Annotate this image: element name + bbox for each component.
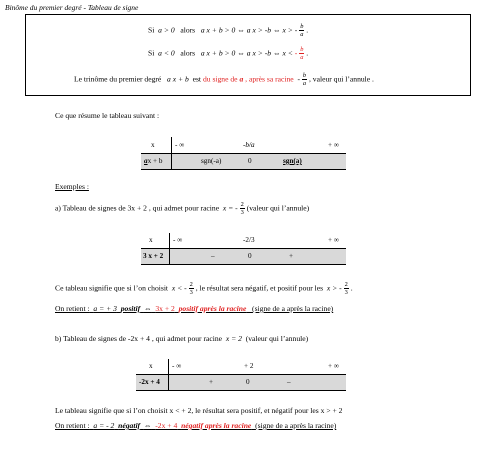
fraction-b-over-a: $\frac{b}{a}$	[302, 72, 307, 87]
fraction-two-thirds: $\frac{2}{3}$	[240, 201, 244, 216]
sign-table-example-a	[141, 233, 346, 267]
table3-row-label: -2x + 4	[139, 378, 160, 386]
summary-signe: signe de	[212, 74, 238, 84]
rule-red-minus: -	[294, 48, 298, 58]
rule-alors: alors	[180, 25, 196, 35]
example-a-root: x = -	[222, 203, 238, 213]
example-b-meaning: Le tableau signifie que si l’on choisit x < + 2, le résultat sera positif, et négatif pour les x > + 2	[55, 406, 343, 415]
rule-equivalence: ⇔ a x > -b ⇔ x > -	[237, 25, 298, 35]
table3-root: + 2	[244, 362, 254, 370]
table1-row-label: ax + b	[144, 157, 163, 165]
example-b-retient	[55, 421, 336, 430]
table1-minus-inf: - ∞	[175, 141, 185, 149]
rule-equivalence: ⇔ a x > -b ⇔ x <	[237, 48, 293, 58]
example-a-post: (valeur qui l’annule)	[246, 203, 310, 213]
example-a-retient	[55, 304, 333, 313]
table2-x: x	[149, 236, 153, 244]
fraction-two-thirds: $\frac{2}{3}$	[189, 281, 193, 296]
examples-title: Exemples :	[55, 182, 89, 191]
table2-row-label: 3 x + 2	[143, 252, 164, 260]
example-a-text: a) Tableau de signes de 3x + 2 , qui admet pour racine	[55, 203, 220, 213]
retient-label: On retient :	[55, 421, 90, 430]
retient-red: positif après la racine	[178, 304, 247, 313]
sign-table-example-b	[136, 359, 346, 393]
table1-zero: 0	[248, 157, 252, 165]
summary-pre: Le trinôme du premier degré	[74, 74, 162, 84]
rule-line-negative	[148, 46, 308, 61]
fraction-b-over-a: $\frac{b}{a}$	[300, 46, 304, 61]
table3-x: x	[149, 362, 153, 370]
rule-condition: a < 0	[158, 48, 175, 58]
table2-right-sign: +	[289, 252, 294, 260]
table2-plus-inf: + ∞	[328, 236, 339, 244]
rule-condition: a > 0	[158, 25, 175, 35]
rule-si: Si	[148, 25, 155, 35]
meaning-pre: Ce tableau signifie que si l’on choisit	[55, 283, 169, 293]
meaning-mid: , le résultat sera négatif, et positif pour les	[195, 283, 324, 293]
example-b-line	[55, 334, 308, 343]
example-b-post: (valeur qui l’annule)	[245, 334, 309, 343]
meaning-x2: x > -	[326, 283, 342, 293]
meaning-x1: x < -	[171, 283, 187, 293]
example-b-text: b) Tableau de signes de -2x + 4 , qui admet pour racine	[55, 334, 223, 343]
retient-expr: -2x + 4	[155, 421, 178, 430]
table1-root: -b/a	[243, 141, 255, 149]
retient-arrow: ⇔	[143, 304, 152, 313]
table3-minus-inf: - ∞	[172, 362, 182, 370]
rule-alors: alors	[180, 48, 196, 58]
retient-label: On retient :	[55, 304, 90, 313]
rule-end: .	[306, 48, 309, 58]
table2-root: -2/3	[243, 236, 255, 244]
rule-inequality: a x + b > 0	[200, 25, 236, 35]
summary-est: est	[192, 74, 202, 84]
table2-left-sign: –	[211, 252, 215, 260]
rule-line-positive	[148, 23, 308, 38]
table3-zero: 0	[246, 378, 250, 386]
retient-tail: (signe de a après la racine)	[252, 304, 334, 313]
table1-right-sign: sgn(a)	[283, 157, 302, 165]
example-b-root: x = 2	[225, 334, 242, 343]
summary-du: du	[202, 74, 211, 84]
example-a-line	[55, 201, 309, 216]
summary-post: , valeur qui l’annule .	[309, 74, 374, 84]
rule-inequality: a x + b > 0	[200, 48, 236, 58]
summary-a: a	[239, 74, 244, 84]
page-title: Binôme du premier degré - Tableau de signe	[5, 3, 139, 12]
fraction-b-over-a: $\frac{b}{a}$	[300, 23, 304, 38]
example-a-meaning	[55, 281, 353, 296]
table1-x: x	[151, 141, 155, 149]
sign-table-general	[141, 137, 346, 173]
retient-expr: 3x + 2	[155, 304, 175, 313]
summary-neg: -	[297, 74, 300, 84]
rule-summary-line	[74, 72, 374, 87]
table1-left-sign: sgn(-a)	[201, 157, 222, 165]
retient-a: a = + 3	[93, 304, 117, 313]
fraction-two-thirds: $\frac{2}{3}$	[344, 281, 348, 296]
retient-positif: positif	[120, 304, 141, 313]
rule-si: Si	[148, 48, 155, 58]
summary-expr: a x + b	[167, 74, 189, 84]
table3-right-sign: –	[287, 378, 291, 386]
rule-end: .	[306, 25, 309, 35]
retient-arrow: ⇔	[143, 421, 152, 430]
table3-left-sign: +	[209, 378, 214, 386]
table2-minus-inf: - ∞	[173, 236, 183, 244]
table1-plus-inf: + ∞	[328, 141, 339, 149]
retient-a: a = - 2	[93, 421, 115, 430]
table3-plus-inf: + ∞	[328, 362, 339, 370]
retient-tail: (signe de a après la racine)	[255, 421, 337, 430]
retient-red: négatif après la racine	[181, 421, 252, 430]
intro-text: Ce que résume le tableau suivant :	[55, 111, 160, 120]
table2-zero: 0	[248, 252, 252, 260]
retient-negatif: négatif	[118, 421, 141, 430]
meaning-end: .	[350, 283, 353, 293]
summary-apres: , après sa racine	[245, 74, 294, 84]
